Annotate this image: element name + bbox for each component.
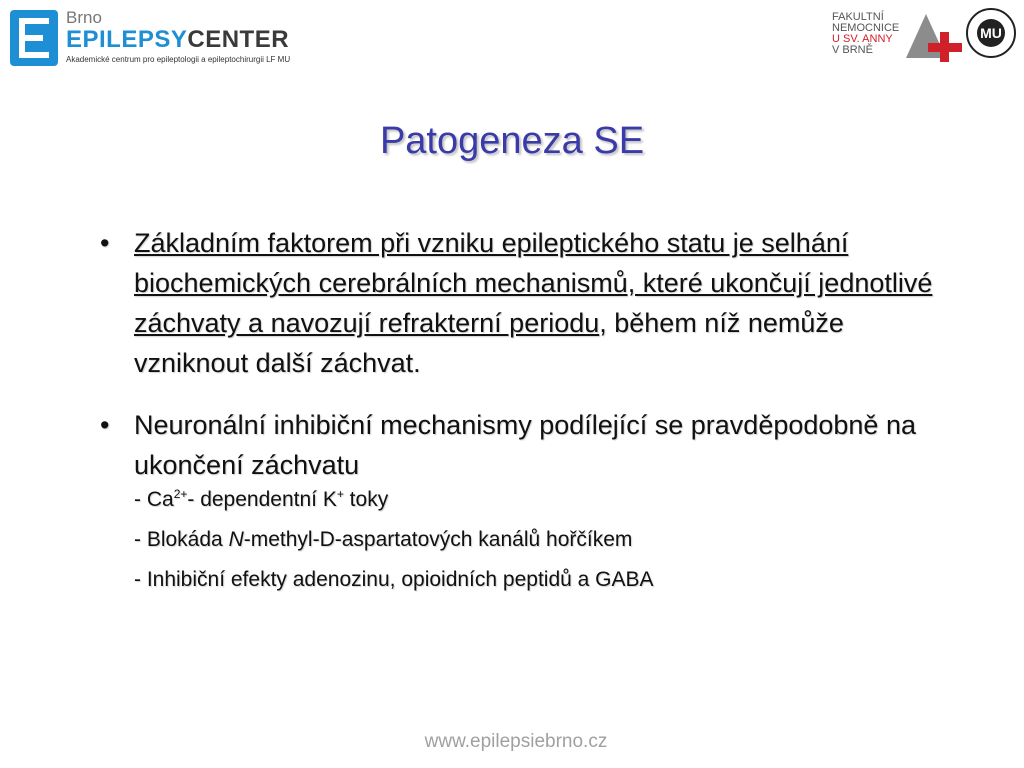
bullet-icon: • [100,228,110,258]
slide-content [96,223,936,593]
hospital-university-logos [832,8,1022,68]
bullet-1-underlined-text: Základním faktorem při vzniku epileptického statu je selhání biochemických cerebrálních mechanismů, které ukončují jednotlivé záchvaty a navozují refrakterní periodu [134,228,933,338]
bullet-item-2 [96,405,936,593]
epilepsy-center-logo [10,8,291,68]
slide-title: Patogeneza SE [379,120,645,162]
logo-city: Brno [66,8,102,27]
logo-name: EPILEPSYCENTER [66,26,290,53]
university-seal-icon: MU [966,8,1016,58]
letter-e-logo-icon [10,10,58,66]
bullet-2-text: Neuronální inhibiční mechanismy podílející se pravděpodobně na ukončení záchvatu [134,410,916,480]
logo-tagline: Akademické centrum pro epileptologii a epileptochirurgii LF MU [66,55,291,64]
footer-url: www.epilepsiebrno.cz [424,731,608,752]
sub-item-1: - $Ca^{2+}-$ dependentní K+ toky [134,487,389,511]
bullet-1-text: , během níž nemůže vzniknout další záchvat. [134,308,844,378]
sub-item-2: - Blokáda N-methyl-D-aspartatových kanálů hořčíkem [134,528,633,551]
hospital-logo-text: FAKULTNÍ NEMOCNICE U SV. ANNY V BRNĚ [832,11,900,56]
bullet-icon: • [100,410,110,440]
sub-item-3: - Inhibiční efekty adenozinu, opioidních peptidů a GABA [134,568,654,591]
red-cross-icon [928,32,962,62]
bullet-item-1 [96,223,936,383]
